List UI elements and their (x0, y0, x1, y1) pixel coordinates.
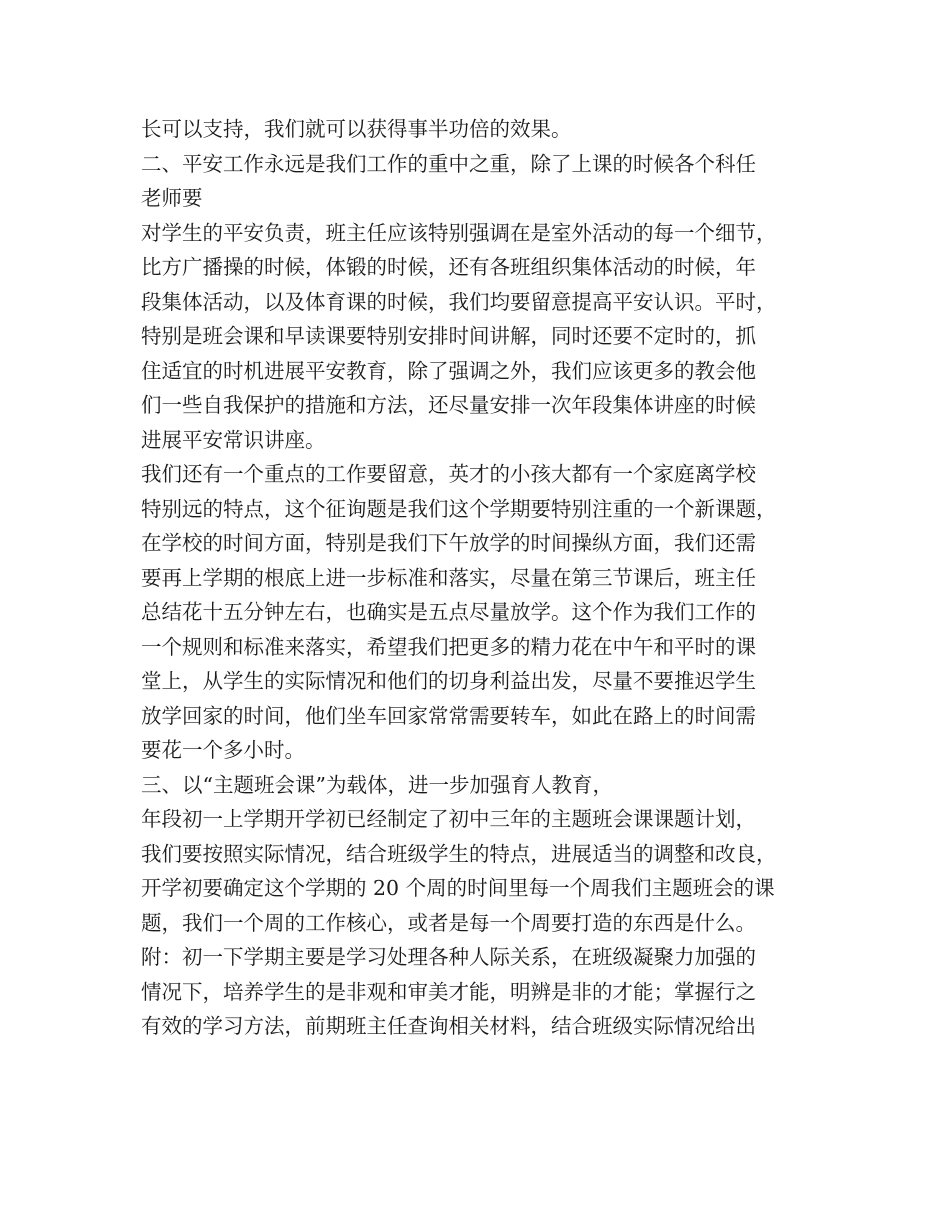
text-line: 我们要按照实际情况，结合班级学生的特点，进展适当的调整和改良， (141, 841, 777, 866)
text-line: 放学回家的时间，他们坐车回家常常需要转车，如此在路上的时间需 (141, 703, 756, 728)
text-line: 进展平安常识讲座。 (141, 427, 326, 452)
text-line: 段集体活动，以及体育课的时候，我们均要留意提高平安认识。平时， (141, 289, 777, 314)
text-line: 一个规则和标准来落实，希望我们把更多的精力花在中午和平时的课 (141, 634, 756, 659)
text-line: 附：初一下学期主要是学习处理各种人际关系，在班级凝聚力加强的 (141, 945, 756, 969)
text-line: 老师要 (141, 186, 203, 210)
text-line: 开学初要确定这个学期的 20 个周的时间里每一个周我们主题班会的课 (141, 876, 775, 900)
text-line: 二、平安工作永远是我们工作的重中之重，除了上课的时候各个科任 (141, 151, 756, 176)
text-line: 长可以支持，我们就可以获得事半功倍的效果。 (141, 117, 572, 141)
text-line: 总结花十五分钟左右，也确实是五点尽量放学。这个作为我们工作的 (141, 600, 756, 624)
text-line: 特别远的特点，这个征询题是我们这个学期要特别注重的一个新课题， (141, 496, 777, 521)
text-line: 对学生的平安负责，班主任应该特别强调在是室外活动的每一个细节， (141, 220, 777, 245)
text-line: 要花一个多小时。 (141, 738, 305, 762)
text-line: 有效的学习方法，前期班主任查询相关材料，结合班级实际情况给出 (141, 1014, 756, 1038)
text-line: 在学校的时间方面，特别是我们下午放学的时间操纵方面，我们还需 (141, 531, 756, 555)
text-line: 堂上，从学生的实际情况和他们的切身利益出发，尽量不要推迟学生 (141, 669, 756, 693)
text-line: 题，我们一个周的工作核心，或者是每一个周要打造的东西是什么。 (141, 910, 756, 935)
text-line: 住适宜的时机进展平安教育，除了强调之外，我们应该更多的教会他 (141, 358, 756, 383)
text-line: 三、以“主题班会课”为载体，进一步加强育人教育， (141, 772, 613, 797)
text-line: 情况下，培养学生的是非观和审美才能，明辨是非的才能；掌握行之 (141, 979, 756, 1004)
text-line: 比方广播操的时候，体锻的时候，还有各班组织集体活动的时候，年 (141, 255, 756, 279)
text-line: 我们还有一个重点的工作要留意，英才的小孩大都有一个家庭离学校 (141, 462, 756, 486)
text-line: 年段初一上学期开学初已经制定了初中三年的主题班会课课题计划， (141, 807, 756, 831)
text-line: 们一些自我保护的措施和方法，还尽量安排一次年段集体讲座的时候 (141, 393, 756, 417)
text-line: 要再上学期的根底上进一步标准和落实，尽量在第三节课后，班主任 (141, 565, 756, 590)
text-line: 特别是班会课和早读课要特别安排时间讲解，同时还要不定时的，抓 (141, 324, 756, 348)
document-body (141, 112, 831, 1044)
